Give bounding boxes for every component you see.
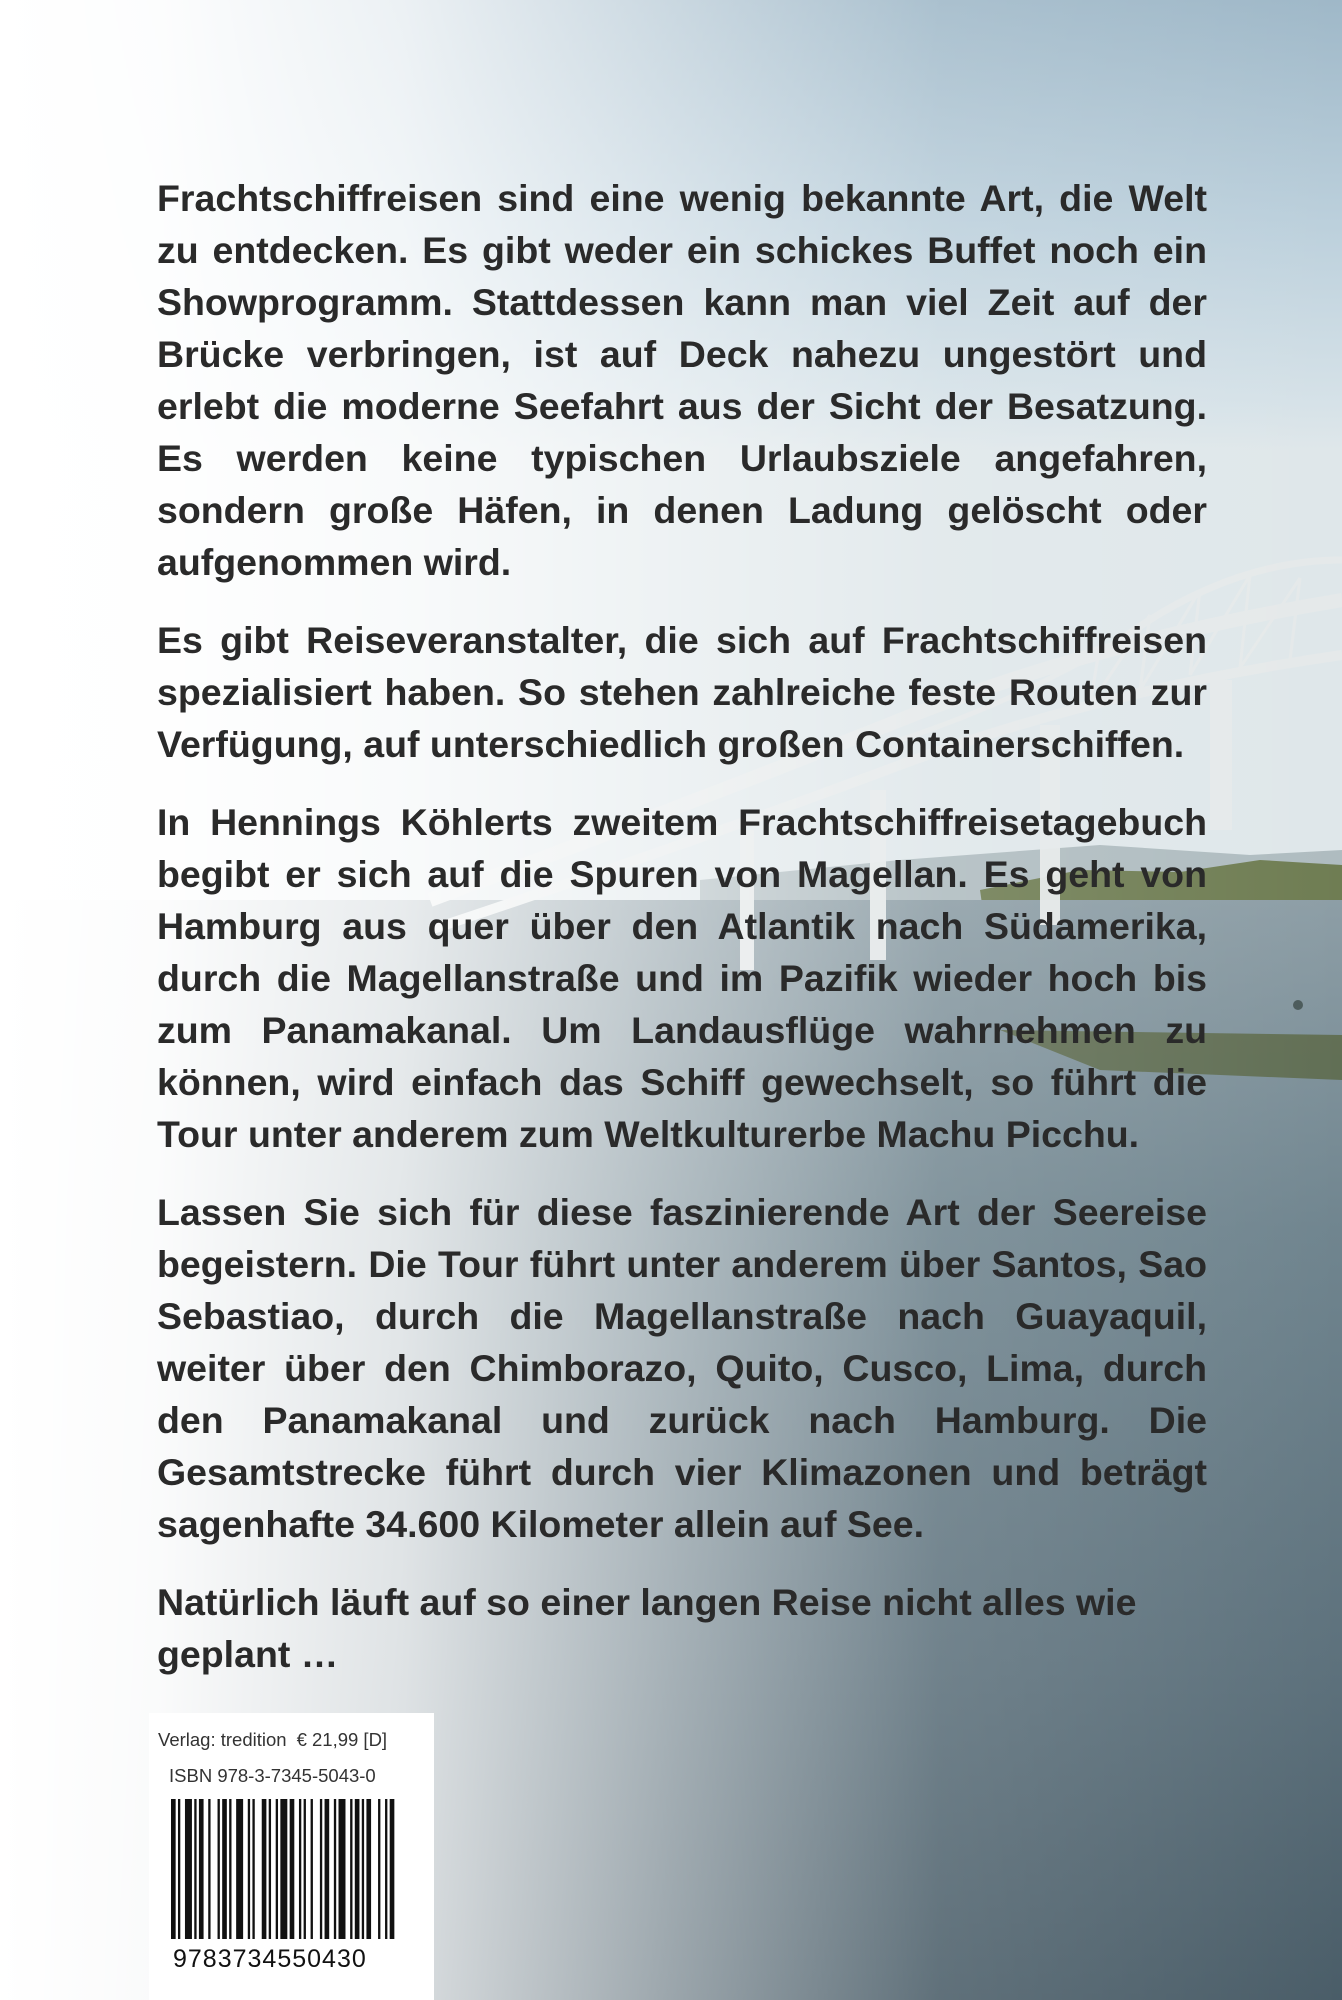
- barcode-bar: [390, 1799, 395, 1939]
- barcode-bar: [269, 1799, 271, 1939]
- barcode-bar: [366, 1799, 371, 1939]
- barcode-label: [149, 1713, 434, 2000]
- blurb-paragraph: Natürlich läuft auf so einer langen Reise nicht alles wie geplant …: [157, 1581, 1137, 1675]
- barcode-bar: [280, 1799, 287, 1939]
- barcode-bar: [325, 1799, 330, 1939]
- barcode-bar: [222, 1799, 227, 1939]
- barcode-bar: [350, 1799, 352, 1939]
- publisher: Verlag: tredition: [158, 1729, 287, 1750]
- blurb-paragraph: Frachtschiffreisen sind eine wenig bekannte Art, die Welt zu entdecken. Es gibt weder ein schickes Buffet noch ein Showprogramm. Stattdessen kann man viel Zeit auf der Brücke verbringen, ist auf Deck nahezu ungestört und erlebt die moderne Seefahrt aus der Sicht der Besatzung. Es werden keine typischen Urlaubsziele angefahren, sondern große Häfen, in denen Ladung gelöscht oder aufgenommen wird.: [157, 177, 1207, 583]
- barcode-bar: [262, 1799, 267, 1939]
- barcode-bar: [378, 1799, 380, 1939]
- barcode-bar: [385, 1799, 387, 1939]
- blurb-paragraph: Es gibt Reiseveranstalter, die sich auf Frachtschiffreisen spezialisiert haben. So stehen zahlreiche feste Routen zur Verfügung, auf unterschiedlich großen Containerschiffen.: [157, 619, 1207, 765]
- barcode-bar: [208, 1799, 210, 1939]
- barcode-bar: [194, 1799, 196, 1939]
- barcode-bar: [178, 1799, 180, 1939]
- blurb-text: [157, 172, 1207, 1698]
- barcode-bar: [199, 1799, 204, 1939]
- barcode-bar: [320, 1799, 322, 1939]
- price: € 21,99 [D]: [296, 1729, 388, 1750]
- isbn: ISBN 978-3-7345-5043-0: [169, 1765, 376, 1786]
- blurb-paragraph: Lassen Sie sich für diese faszinierende Art der Seereise begeistern. Die Tour führt unter anderem über Santos, Sao Sebastiao, durch die Magellanstraße nach Guayaquil, weiter über den Chimborazo, Quito, Cusco, Lima, durch den Panamakanal und zurück nach Hamburg. Die Gesamtstrecke führt durch vier Klimazonen und beträgt sagenhafte 34.600 Kilometer allein auf See.: [157, 1191, 1207, 1545]
- barcode: [171, 1799, 399, 1939]
- barcode-bar: [248, 1799, 250, 1939]
- barcode-bar: [339, 1799, 346, 1939]
- barcode-bar: [236, 1799, 243, 1939]
- barcode-number: 9783734550430: [173, 1945, 367, 1973]
- barcode-bar: [311, 1799, 313, 1939]
- barcode-bar: [290, 1799, 295, 1939]
- barcode-bar: [304, 1799, 306, 1939]
- publisher-price-line: [158, 1729, 387, 1751]
- barcode-bar: [362, 1799, 364, 1939]
- barcode-bar: [299, 1799, 301, 1939]
- barcode-bar: [218, 1799, 220, 1939]
- barcode-bar: [276, 1799, 278, 1939]
- barcode-bar: [229, 1799, 231, 1939]
- barcode-bar: [252, 1799, 254, 1939]
- barcode-bar: [185, 1799, 192, 1939]
- barcode-bar: [355, 1799, 360, 1939]
- blurb-paragraph: In Hennings Köhlerts zweitem Frachtschiffreisetagebuch begibt er sich auf die Spuren von Magellan. Es geht von Hamburg aus quer über den Atlantik nach Südamerika, durch die Magellanstraße und im Pazifik wieder hoch bis zum Panamakanal. Um Landausflüge wahrnehmen zu können, wird einfach das Schiff gewechselt, so führt die Tour unter anderem zum Weltkulturerbe Machu Picchu.: [157, 801, 1207, 1155]
- barcode-bar: [171, 1799, 176, 1939]
- barcode-bar: [334, 1799, 336, 1939]
